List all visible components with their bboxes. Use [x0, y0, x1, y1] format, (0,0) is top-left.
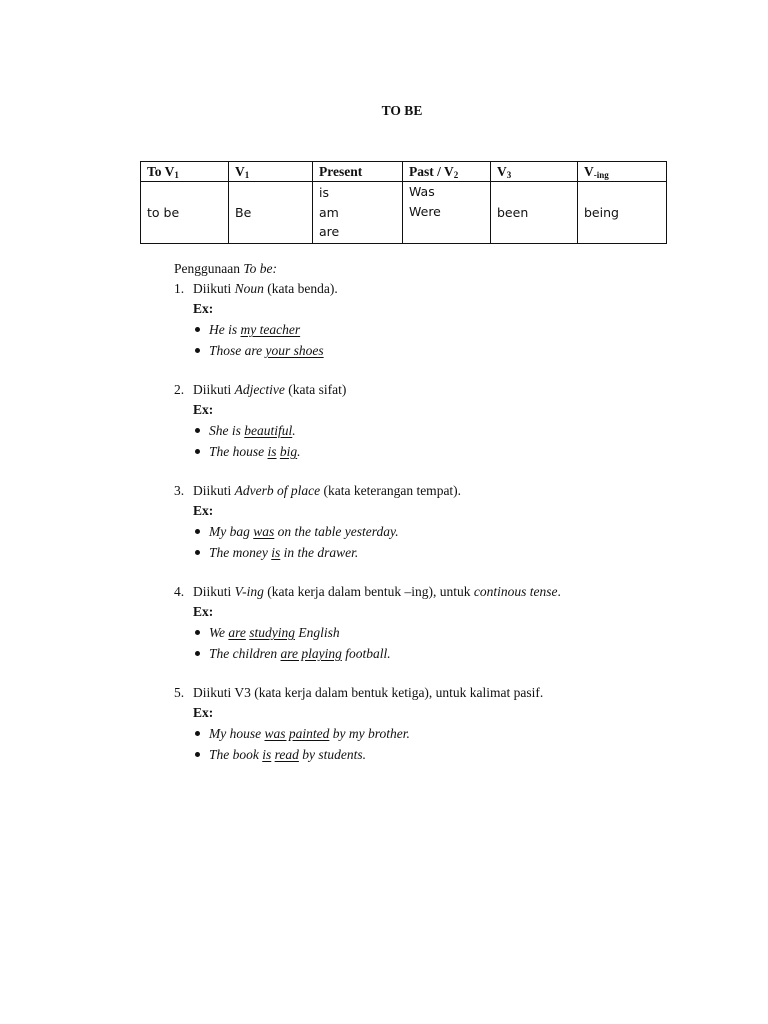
- bullet-icon: [195, 550, 200, 555]
- example-text: by students.: [298, 747, 367, 762]
- underlined-word: my teacher: [240, 322, 301, 337]
- usage-rule: [174, 582, 694, 602]
- bullet-icon: [195, 529, 200, 534]
- rule-text: Diikuti V3 (kata kerja dalam bentuk ketiga), untuk kalimat pasif.: [193, 685, 544, 700]
- rule-text: V-ing: [234, 584, 264, 599]
- underlined-word: are playing: [280, 646, 342, 661]
- usage-item: [174, 582, 694, 664]
- bullet-icon: [195, 731, 200, 736]
- rule-text: Diikuti: [193, 483, 235, 498]
- example-text: in the drawer.: [280, 545, 359, 560]
- usage-rule: [174, 380, 694, 400]
- example-text: We: [209, 625, 229, 640]
- rule-text: (kata keterangan tempat).: [320, 483, 462, 498]
- example-text: The house: [209, 444, 268, 459]
- example-label: Ex:: [193, 503, 214, 518]
- bullet-icon: [195, 449, 200, 454]
- example-list: [174, 521, 694, 563]
- underlined-word: are: [228, 625, 246, 640]
- usage-item: [174, 279, 694, 361]
- cell-past: [403, 182, 491, 244]
- example-text: My house: [209, 726, 265, 741]
- example-text: by my brother.: [329, 726, 410, 741]
- usage-number: 2.: [174, 382, 185, 397]
- underlined-word: big: [279, 444, 298, 459]
- underlined-word: is: [271, 545, 281, 560]
- example-sentence: [193, 542, 694, 563]
- example-text: .: [297, 444, 301, 459]
- example-sentence: [193, 441, 694, 462]
- header-v3: $V_3$: [491, 162, 578, 182]
- header-present: Present: [313, 162, 403, 182]
- example-text: She is: [209, 423, 245, 438]
- example-text: .: [292, 423, 296, 438]
- usage-rule: [174, 683, 694, 703]
- bullet-icon: [195, 428, 200, 433]
- to-be-table: [140, 161, 667, 244]
- example-text: Those are: [209, 343, 266, 358]
- bullet-icon: [195, 327, 200, 332]
- usage-heading: Penggunaan To be:: [174, 261, 277, 276]
- example-label: Ex:: [193, 604, 214, 619]
- rule-text: (kata benda).: [263, 281, 338, 296]
- underlined-word: was painted: [264, 726, 330, 741]
- example-text: The children: [209, 646, 281, 661]
- example-sentence: [193, 643, 694, 664]
- underlined-word: read: [274, 747, 299, 762]
- cell-v1: Be: [229, 182, 313, 244]
- rule-text: Adverb of place: [234, 483, 321, 498]
- underlined-word: beautiful: [244, 423, 293, 438]
- example-text: My bag: [209, 524, 254, 539]
- example-text: The book: [209, 747, 263, 762]
- example-text: He is: [209, 322, 241, 337]
- example-text: on the table yesterday.: [274, 524, 399, 539]
- example-text: English: [295, 625, 340, 640]
- cell-ving: being: [578, 182, 667, 244]
- present-am: am: [319, 204, 339, 220]
- rule-text: .: [557, 584, 561, 599]
- bullet-icon: [195, 348, 200, 353]
- rule-text: Noun: [234, 281, 264, 296]
- example-sentence: [193, 420, 694, 441]
- usage-number: 5.: [174, 685, 185, 700]
- cell-present: [313, 182, 403, 244]
- example-list: [174, 420, 694, 462]
- header-to-v1: To $V_1$: [141, 162, 229, 182]
- example-sentence: [193, 340, 694, 361]
- underlined-word: is: [262, 747, 272, 762]
- example-sentence: [193, 723, 694, 744]
- usage-list: [174, 279, 694, 765]
- present-is: is: [319, 185, 329, 200]
- example-list: [174, 723, 694, 765]
- bullet-icon: [195, 630, 200, 635]
- example-text: The money: [209, 545, 272, 560]
- example-list: [174, 622, 694, 664]
- bullet-icon: [195, 752, 200, 757]
- rule-text: continous tense: [473, 584, 558, 599]
- example-sentence: [193, 319, 694, 340]
- rule-text: (kata kerja dalam bentuk –ing), untuk: [263, 584, 474, 599]
- table-header-row: [141, 162, 667, 182]
- table-row: [141, 182, 667, 244]
- cell-v3: been: [491, 182, 578, 244]
- rule-text: (kata sifat): [284, 382, 347, 397]
- underlined-word: your shoes: [265, 343, 324, 358]
- past-were: Were: [409, 203, 441, 219]
- usage-number: 1.: [174, 281, 185, 296]
- usage-item: [174, 481, 694, 563]
- example-label: Ex:: [193, 402, 214, 417]
- example-sentence: [193, 521, 694, 542]
- cell-to-v1: to be: [141, 182, 229, 244]
- usage-item: [174, 380, 694, 462]
- rule-text: Diikuti: [193, 281, 235, 296]
- example-sentence: [193, 622, 694, 643]
- underlined-word: was: [253, 524, 275, 539]
- usage-number: 4.: [174, 584, 185, 599]
- example-label: Ex:: [193, 705, 214, 720]
- bullet-icon: [195, 651, 200, 656]
- example-label: Ex:: [193, 301, 214, 316]
- rule-text: Adjective: [234, 382, 285, 397]
- example-list: [174, 319, 694, 361]
- underlined-word: is: [267, 444, 277, 459]
- header-ving: $V_{-ing}$: [578, 162, 667, 182]
- rule-text: Diikuti: [193, 382, 235, 397]
- usage-section: [174, 259, 694, 784]
- underlined-word: studying: [249, 625, 295, 640]
- example-sentence: [193, 744, 694, 765]
- header-past-v2: Past / $V_2$: [403, 162, 491, 182]
- usage-rule: [174, 481, 694, 501]
- present-are: are: [319, 224, 340, 239]
- past-was: Was: [409, 184, 435, 199]
- usage-rule: [174, 279, 694, 299]
- page-title: TO BE: [381, 103, 423, 118]
- usage-number: 3.: [174, 483, 185, 498]
- rule-text: Diikuti: [193, 584, 235, 599]
- usage-item: [174, 683, 694, 765]
- example-text: football.: [341, 646, 391, 661]
- header-v1: $V_1$: [229, 162, 313, 182]
